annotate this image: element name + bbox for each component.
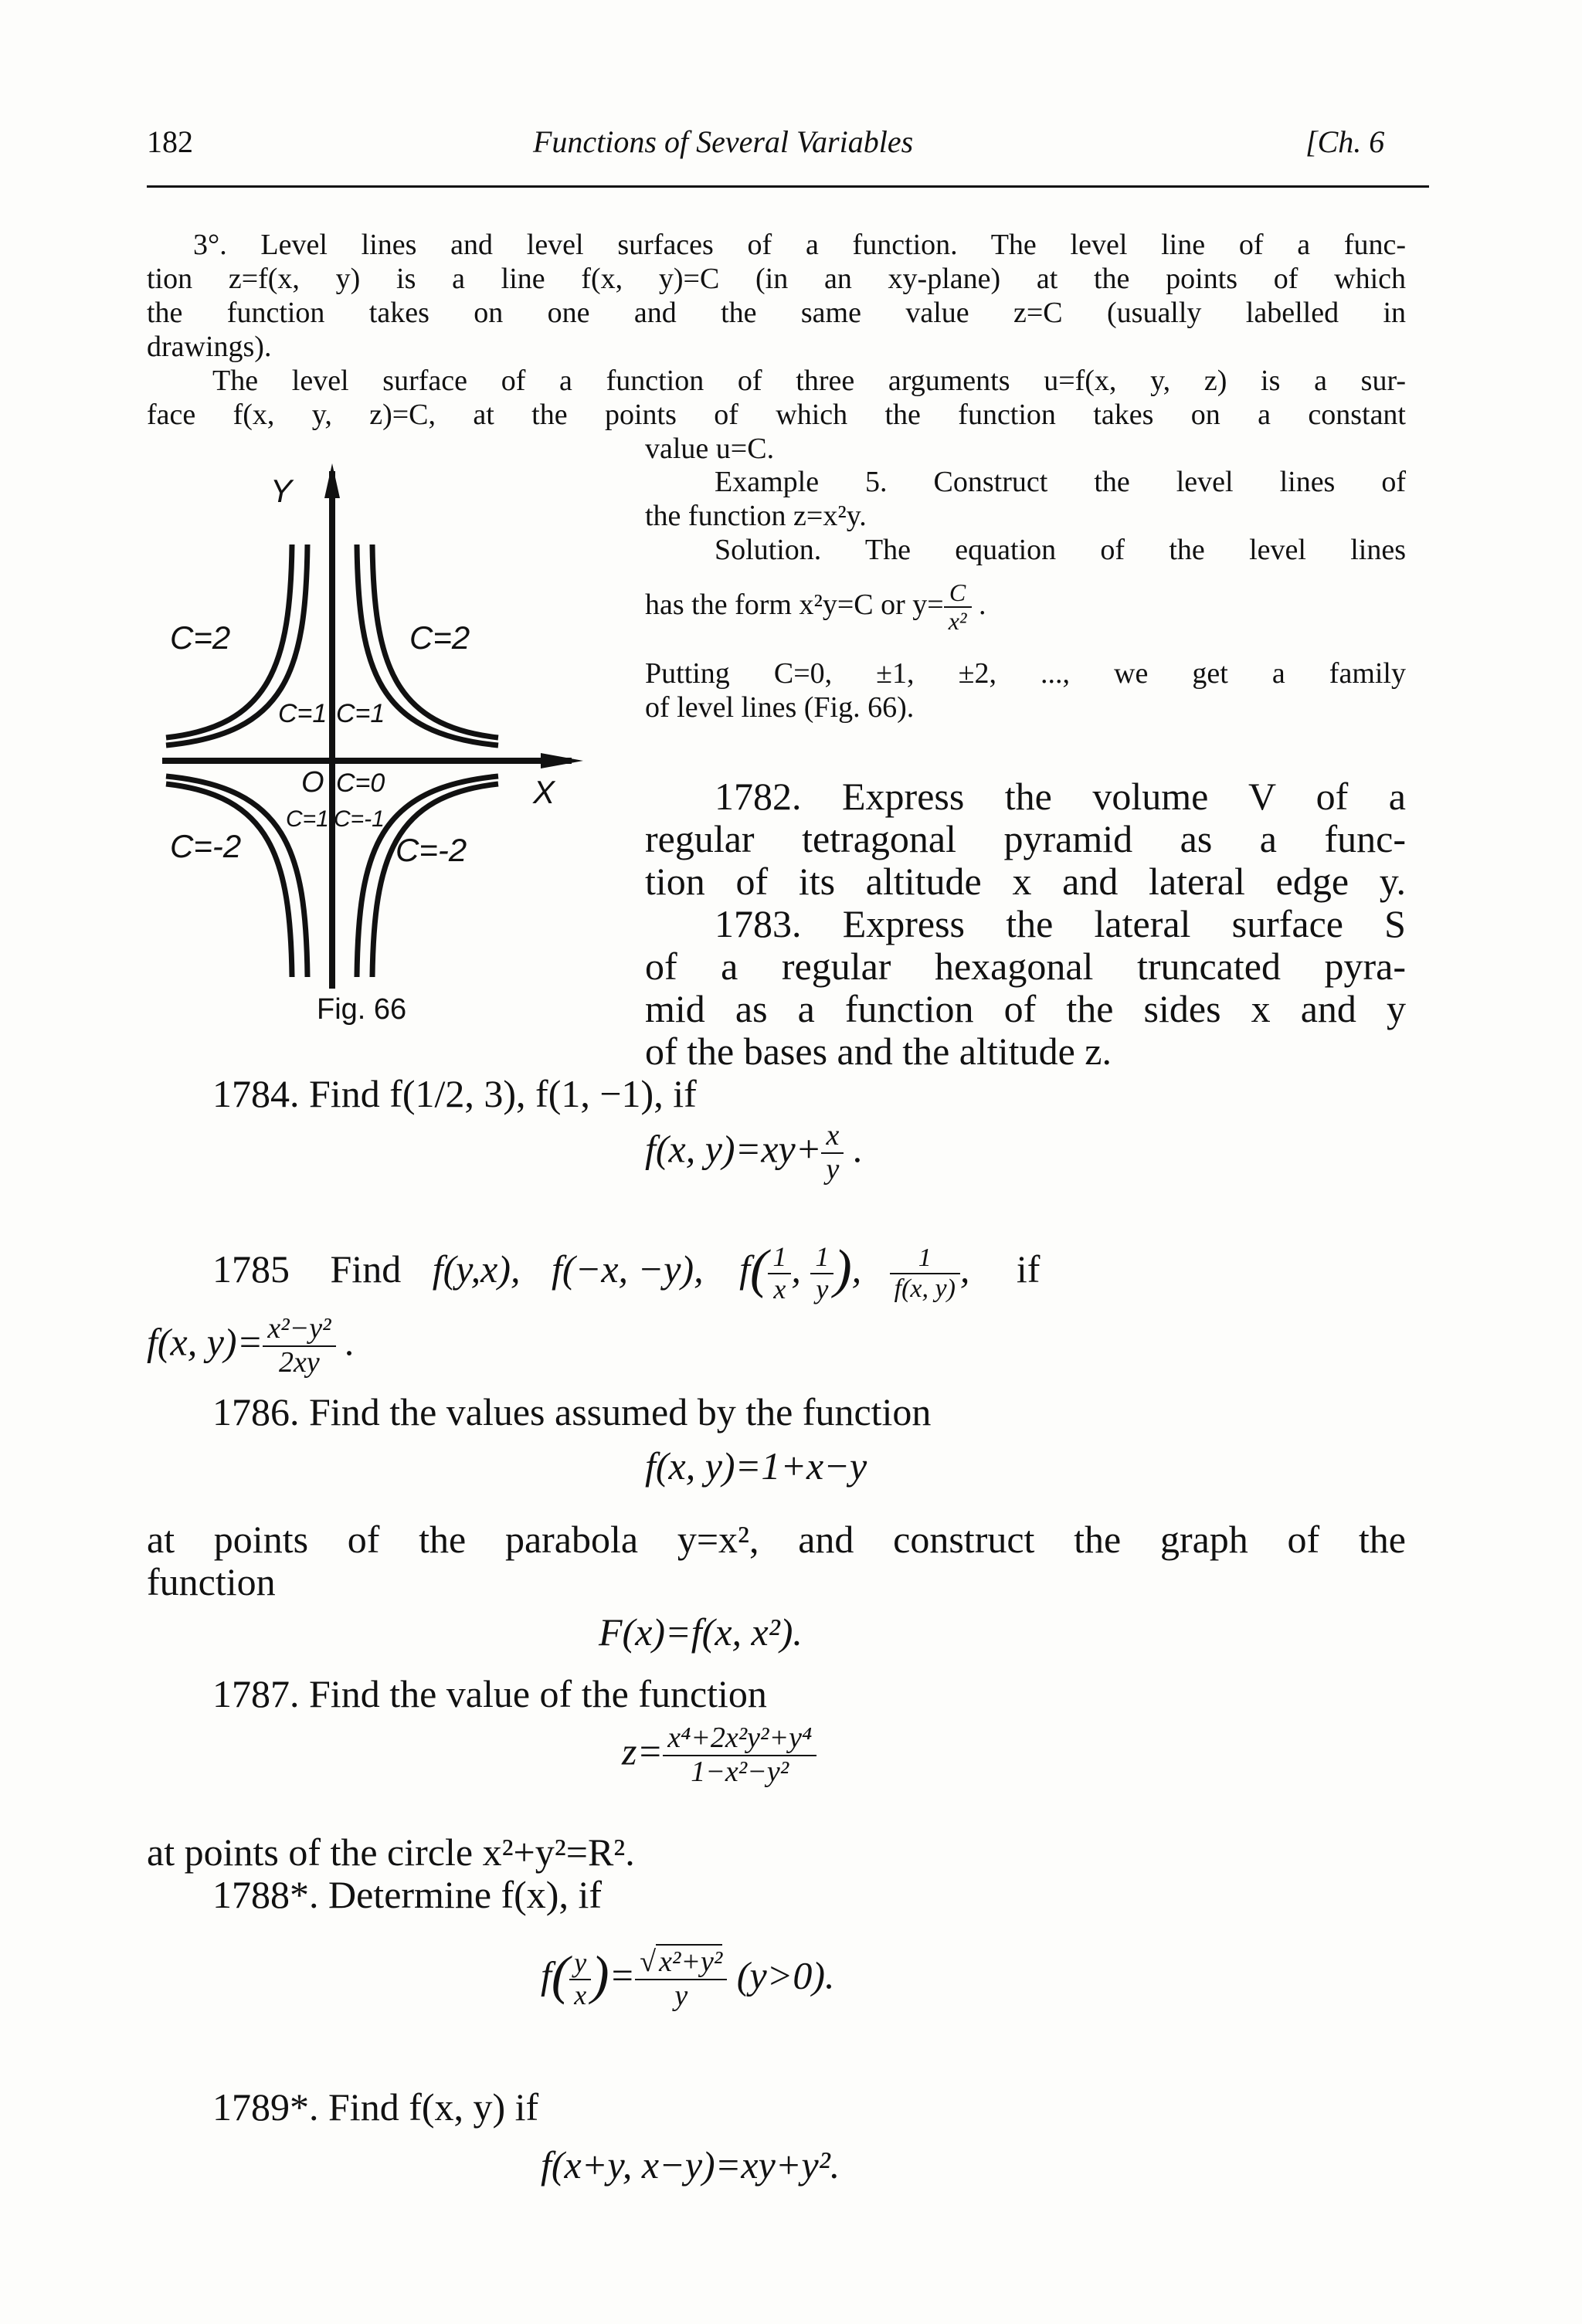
section-text-line: value u=C. [645,433,775,465]
label-br-outer: C=-2 [396,832,467,868]
find-word: Find [330,1247,402,1291]
section-text-line: The level surface of a function of three arguments u=f(x, y, z) is a sur- [212,365,1406,397]
expr-f-reciprocals: f( $\frac{1}{x}$ , $\frac{1}{y}$ ), [739,1240,862,1304]
x-axis-arrow [541,753,583,768]
fraction-def [263,1313,335,1379]
section-text-line: 3°. Level lines and level surfaces of a function. The level line of a func- [193,229,1406,261]
problem-1783-line: 1783. Express the lateral surface S [715,902,1406,945]
section-text-line: face f(x, y, z)=C, at the points of which the function takes on a constant [147,399,1406,431]
label-bl-outer: C=-2 [170,828,242,864]
expr-f-yx: f(y,x), [432,1247,521,1291]
comma: , [791,1247,801,1291]
problem-1785-line [212,1242,1040,1304]
problem-1786-line: function [147,1560,276,1603]
fraction-sqrt-over-y [635,1946,727,2013]
problem-1786-line: at points of the parabola y=x², and construct the graph of the [147,1518,1406,1561]
problem-1782-line: regular tetragonal pyramid as a func- [645,817,1406,860]
label-tl-outer: C=2 [170,619,231,656]
problem-1784-formula [645,1120,863,1186]
fraction-numerator: x²−y² [267,1312,331,1345]
equation-text: has the form x²y=C or y= [645,588,944,621]
fraction-denominator: 1−x²−y² [663,1755,816,1789]
problem-1786-line: 1786. Find the values assumed by the function [212,1390,932,1433]
problem-1789-line: 1789*. Find f(x, y) if [212,2085,539,2129]
problem-1783-line: of the bases and the altitude z. [645,1030,1112,1073]
problem-1783-line: mid as a function of the sides x and y [645,987,1406,1030]
fraction-numerator [635,1946,727,1979]
problem-1784-line: 1784. Find f(1/2, 3), f(1, −1), if [212,1072,697,1115]
formula-text: f(x, y)= [147,1320,263,1364]
equation-end: . [979,588,986,621]
fraction-numerator: 1 [918,1243,932,1273]
fraction-y-over-x [569,1948,591,2010]
label-tl-inner: C=1 [278,699,328,728]
label-r-zero: C=0 [336,768,385,798]
f-symbol: f [541,1953,552,1997]
section-text-line: the function takes on one and the same value z=C (usually labelled in [147,297,1406,329]
expr-reciprocal-f [890,1243,970,1303]
figure-caption: Fig. 66 [317,993,407,1026]
y-axis-arrow [324,463,340,498]
header-rule [147,185,1429,188]
label-tr-inner: C=1 [336,699,385,728]
problem-1787-line: at points of the circle x²+y²=R². [147,1830,635,1874]
fraction-denominator: 2xy [263,1345,335,1379]
fraction-denominator: x [768,1273,791,1305]
section-text-line: drawings). [147,331,272,363]
example-text-line: the function z=x²y. [645,500,867,532]
label-bl-inner: C=1 [286,806,329,832]
fraction-1-over-x [768,1242,791,1304]
problem-1783-line: of a regular hexagonal truncated pyra- [645,945,1406,988]
problem-1782-line: tion of its altitude x and lateral edge y. [645,860,1406,903]
origin-label: O [301,766,324,799]
fraction-numerator: x [826,1119,840,1152]
fraction-numerator: C [949,578,966,606]
problem-1787-formula [622,1722,816,1789]
fraction-x-over-y [821,1120,844,1186]
label-tr-outer: C=2 [409,619,470,656]
fraction-1-over-y [810,1242,833,1304]
fraction-denominator: x [569,1979,591,2011]
formula-text: z= [622,1729,664,1773]
sqrt-radicand: x²+y² [656,1944,722,1978]
fraction-z [663,1722,816,1789]
fraction-numerator: 1 [772,1241,787,1272]
expr-f-neg: f(−x, −y), [552,1247,704,1291]
solution-line: Solution. The equation of the level lines [715,534,1406,566]
formula-text: f(x, y)=xy+ [645,1127,822,1171]
problem-1787-line: 1787. Find the value of the function [212,1672,767,1715]
fraction-numerator: y [574,1947,587,1979]
axis-label-x: X [533,774,555,810]
f-symbol: f [739,1247,750,1291]
fraction-denominator: y [635,1979,727,2013]
fraction-denominator: x² [944,606,972,635]
comma: , [851,1247,862,1291]
level-curve-Cm2-lower-right [372,784,498,977]
running-title: Functions of Several Variables [533,124,914,159]
equals-sign: = [609,1953,636,1997]
putting-line: Putting C=0, ±1, ±2, ..., we get a family [645,657,1406,690]
axis-label-y: Y [270,473,293,509]
formula-end: . [853,1127,864,1171]
fraction-denominator: f(x, y) [890,1273,960,1303]
comma: , [959,1247,970,1291]
putting-line: of level lines (Fig. 66). [645,691,915,724]
page-number: 182 [147,124,193,159]
sqrt-sign-icon: √ [640,1946,657,1978]
condition: (y>0). [736,1953,835,1997]
fraction-numerator: 1 [815,1241,830,1272]
fraction-denominator: y [810,1273,833,1305]
example-title-line: Example 5. Construct the level lines of [715,466,1406,498]
fraction-C-over-x2 [944,579,972,635]
fraction-numerator: x⁴+2x²y²+y⁴ [667,1722,813,1754]
problem-1788-line: 1788*. Determine f(x), if [212,1873,603,1916]
section-text-line: tion z=f(x, y) is a line f(x, y)=C (in an xy-plane) at the points of which [147,263,1406,295]
fraction-1-over-f [890,1243,960,1303]
label-br-inner: C=-1 [334,806,385,832]
problem-1786-formula: f(x, y)=1+x−y [645,1444,867,1488]
problem-1785-definition [147,1313,355,1379]
fraction-denominator: y [821,1152,844,1186]
problem-1786-formula-F: F(x)=f(x, x²). [599,1610,803,1654]
problem-1789-formula: f(x+y, x−y)=xy+y². [541,2143,840,2187]
formula-end: . [345,1320,355,1364]
chapter-label: [Ch. 6 [1305,124,1385,159]
problem-number: 1785 [212,1247,290,1291]
level-line-equation [645,579,986,635]
problem-1782-line: 1782. Express the volume V of a [715,775,1406,818]
problem-1788-formula: f( $\frac{y}{x}$ )= $\frac{\text{√ x²+y²}}{y}$ (y>0). [541,1946,835,2012]
figure-66-level-lines [154,463,587,1020]
level-curve-Cm2-lower-left [166,784,292,977]
if-word: if [1016,1247,1041,1291]
